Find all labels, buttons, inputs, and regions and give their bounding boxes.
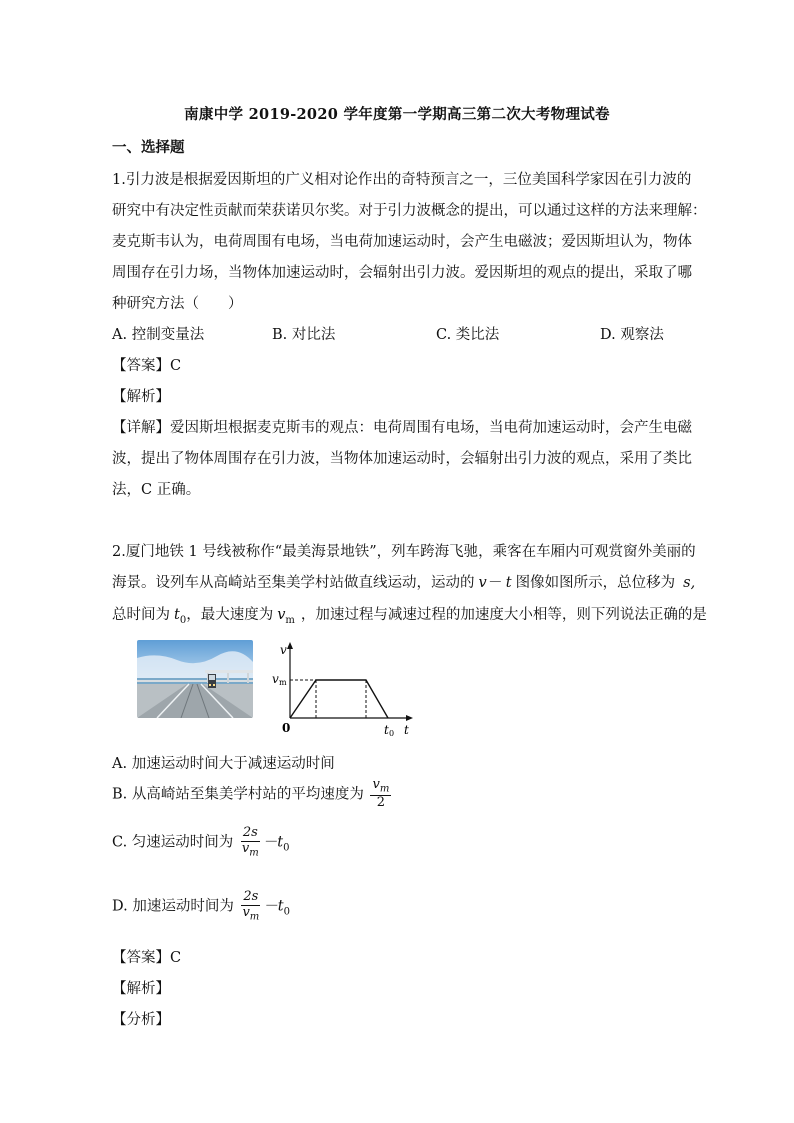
q2-line-3: [112, 603, 707, 626]
q2-option-d: [112, 890, 290, 923]
vm-over-2-fraction: [370, 778, 391, 811]
y-axis-label: v: [280, 643, 287, 657]
q2-option-c: [112, 826, 289, 859]
q2-answer: [112, 946, 181, 967]
t0-subscript: 0: [179, 614, 187, 626]
q1-line-1: 1.引力波是根据爱因斯坦的广义相对论作出的奇特预言之一，三位美国科学家因在引力波的: [112, 172, 692, 188]
vt-graph: [268, 640, 418, 744]
q2-option-c-text: C. 匀速运动时间为: [112, 834, 234, 851]
fraction-numerator-sub: m: [379, 783, 390, 795]
q1-line-4: 周围存在引力场，当物体加速运动时，会辐射出引力波。爱因斯坦的观点的提出，采取了哪: [112, 265, 692, 281]
answer-value: C: [170, 950, 182, 966]
q1-detail-line-2: 波，提出了物体周围存在引力波，当物体加速运动时，会辐射出引力波的观点，采用了类比: [112, 451, 692, 467]
q1-option-d: D. 观察法: [600, 327, 664, 343]
fraction-numerator: 2s: [243, 889, 259, 904]
x-axis-arrow: [406, 715, 413, 721]
fraction-denominator: v: [241, 840, 250, 856]
q2-option-b-text: B. 从高崎站至集美学村站的平均速度为: [112, 786, 364, 803]
fraction-numerator: v: [372, 777, 380, 792]
s-symbol: s,: [683, 575, 696, 591]
minus-t0: －t: [263, 898, 284, 915]
q2-analysis-label: 【解析】: [112, 981, 170, 997]
q2-line-2-text-a: 海景。设列车从高崎站至集美学村站做直线运动，运动的: [112, 575, 475, 591]
q1-option-a: A. 控制变量法: [112, 327, 205, 343]
t0-label-sub: 0: [389, 729, 395, 738]
q2-line-3-text-b: ，最大速度为: [186, 607, 274, 623]
q2-option-d-text: D. 加速运动时间为: [112, 898, 234, 915]
metro-train-photo: [137, 640, 253, 718]
answer-label: 【答案】: [112, 950, 170, 966]
answer-value: C: [170, 358, 182, 374]
q2-option-a: A. 加速运动时间大于减速运动时间: [112, 756, 335, 772]
q1-detail-line-3: 法，C 正确。: [112, 482, 201, 498]
vm-label: v: [272, 672, 279, 686]
vt-symbol: v－ t: [478, 575, 512, 591]
t0-label: t: [384, 723, 389, 737]
y-axis-arrow: [287, 642, 293, 649]
2s-over-vm-fraction: [240, 826, 261, 859]
fraction-denominator-sub: m: [249, 911, 260, 923]
fraction-denominator: v: [242, 904, 250, 920]
minus-t0-sub: 0: [283, 842, 290, 854]
minus-t0-sub: 0: [283, 906, 290, 918]
q2-line-2-text-b: 图像如图所示，总位移为: [515, 575, 676, 591]
q1-line-2: 研究中有决定性贡献而荣获诺贝尔奖。对于引力波概念的提出，可以通过这样的方法来理解：: [112, 203, 707, 219]
fraction-denominator-sub: m: [249, 847, 259, 859]
q1-answer: [112, 354, 181, 375]
t0-symbol: t: [174, 607, 180, 623]
vm-label-sub: m: [279, 678, 287, 687]
vm-subscript: m: [285, 614, 295, 626]
q1-analysis-label: 【解析】: [112, 389, 170, 405]
fraction-denominator: 2: [376, 795, 386, 811]
answer-label: 【答案】: [112, 358, 170, 374]
q1-line-3: 麦克斯韦认为，电荷周围有电场，当电荷加速运动时，会产生电磁波；爱因斯坦认为，物体: [112, 234, 692, 250]
section-heading: 一、选择题: [112, 139, 185, 156]
q2-line-3-text-c: ，加速过程与减速过程的加速度大小相等，则下列说法正确的是: [300, 607, 707, 623]
q1-option-c: C. 类比法: [436, 327, 500, 343]
fraction-numerator: 2s: [242, 825, 258, 840]
origin-label: 0: [282, 721, 291, 735]
2s-over-vm-fraction: [240, 890, 261, 923]
q2-line-2: [112, 571, 695, 592]
velocity-curve: [290, 680, 388, 718]
q2-line-1: 2.厦门地铁 1 号线被称作“最美海景地铁”，列车跨海飞驰，乘客在车厢内可观赏窗外美丽的: [112, 544, 696, 560]
q2-line-3-text-a: 总时间为: [112, 607, 170, 623]
q1-detail-line-1: 【详解】爱因斯坦根据麦克斯韦的观点：电荷周围有电场，当电荷加速运动时，会产生电磁: [112, 420, 692, 436]
q2-fenxi-label: 【分析】: [112, 1012, 170, 1028]
q1-line-5: 种研究方法（ ）: [112, 296, 243, 312]
minus-t0: －t: [262, 834, 284, 851]
page-title: 南康中学 2019-2020 学年度第一学期高三第二次大考物理试卷: [184, 106, 610, 123]
q1-option-b: B. 对比法: [272, 327, 336, 343]
x-axis-label: t: [404, 723, 409, 737]
q2-option-b: [112, 778, 393, 811]
vm-symbol: v: [277, 607, 286, 623]
